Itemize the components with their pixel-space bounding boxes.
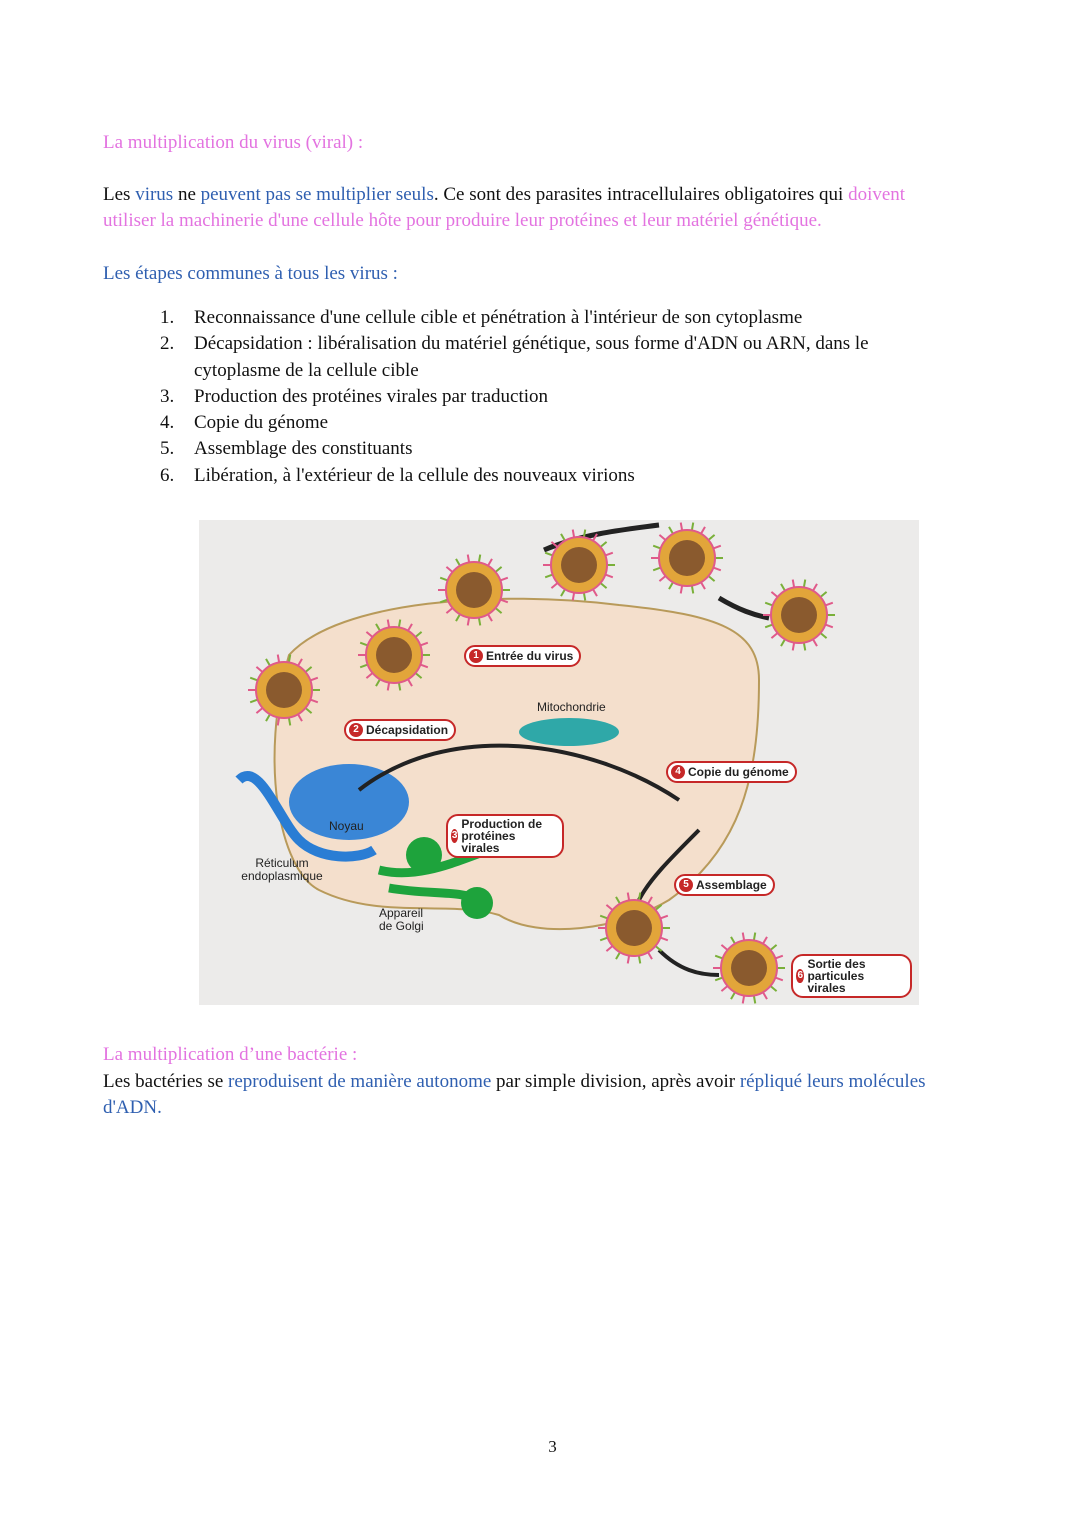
step-badge-production <box>446 814 564 858</box>
step-number: 5 <box>679 878 693 892</box>
step-number: 6 <box>797 970 804 981</box>
step-number: 3 <box>451 830 458 841</box>
step-number: 4. <box>160 412 175 434</box>
text: par simple division, après avoir <box>491 1071 740 1092</box>
step-number: 1. <box>160 307 175 328</box>
virion <box>763 580 835 651</box>
step-text: Assemblage des constituants <box>194 438 413 460</box>
golgi-vesicle <box>461 887 493 919</box>
paragraph-line <box>103 1069 926 1095</box>
text: ne <box>173 184 201 205</box>
step-label: Copie du génome <box>688 765 789 779</box>
highlight-text: doivent <box>848 184 906 205</box>
step-text: Libération, à l'extérieur de la cellule des nouveaux virions <box>194 464 635 486</box>
subheading-steps: Les étapes communes à tous les virus : <box>103 263 398 284</box>
step-number: 4 <box>671 765 685 779</box>
label-golgi: Appareil de Golgi <box>379 906 424 933</box>
step-number: 6. <box>160 464 175 486</box>
step-number: 1 <box>469 649 483 663</box>
step-label: Sortie des particules virales <box>807 957 866 995</box>
step-text: Copie du génome <box>194 412 329 434</box>
step-number: 3. <box>160 385 175 407</box>
text: . Ce sont des parasites intracellulaires obligatoires qui <box>433 184 849 205</box>
golgi-vesicle <box>406 837 442 873</box>
step-badge-entree <box>464 645 581 667</box>
step-text: Décapsidation : libéralisation du matériel génétique, sous forme d'ADN ou ARN, dans le cytoplasme de la cellule cible <box>194 333 869 381</box>
label-reticulum: Réticulum endoplasmique <box>241 856 323 883</box>
label-noyau: Noyau <box>329 819 364 833</box>
step-badge-sortie <box>791 954 912 998</box>
step-badge-assemblage <box>674 874 775 896</box>
virus-cycle-figure <box>199 520 919 1005</box>
step-number: 5. <box>160 438 175 460</box>
virion <box>543 530 615 601</box>
paragraph-line <box>103 182 905 208</box>
highlight-text: virus <box>135 184 174 205</box>
paragraph-line: d'ADN. <box>103 1097 162 1118</box>
highlight-text: peuvent pas se multiplier seuls <box>200 184 434 205</box>
virion <box>713 933 785 1004</box>
virion <box>651 523 723 594</box>
cell-diagram <box>199 520 919 1005</box>
step-item <box>160 331 920 384</box>
step-item <box>160 410 920 436</box>
section-heading-virus: La multiplication du virus (viral) : <box>103 132 364 153</box>
page-number: 3 <box>548 1437 557 1456</box>
step-badge-decapsidation <box>344 719 456 741</box>
step-item <box>160 463 920 489</box>
paragraph-line: utiliser la machinerie d'une cellule hôte pour produire leur protéines et leur matériel génétique. <box>103 210 822 231</box>
step-badge-copie <box>666 761 797 783</box>
step-number: 2 <box>349 723 363 737</box>
step-item <box>160 436 920 462</box>
highlight-text: reproduisent de manière autonome <box>228 1071 492 1092</box>
section-heading-bacterie: La multiplication d’une bactérie : <box>103 1044 358 1065</box>
text: Les <box>103 184 136 205</box>
mitochondria <box>519 718 619 746</box>
arrow <box>719 598 769 618</box>
highlight-text: répliqué leurs molécules <box>739 1071 926 1092</box>
step-item <box>160 384 920 410</box>
step-label: Décapsidation <box>366 723 449 737</box>
step-text: Reconnaissance d'une cellule cible et pénétration à l'intérieur de son cytoplasme <box>194 307 803 328</box>
steps-list <box>160 305 920 489</box>
label-mitochondrie: Mitochondrie <box>537 700 606 714</box>
step-label: Entrée du virus <box>486 649 574 663</box>
step-text: Production des protéines virales par traduction <box>194 385 549 407</box>
text: Les bactéries se <box>103 1071 229 1092</box>
step-label: Assemblage <box>696 878 767 892</box>
step-item <box>160 305 920 331</box>
step-label: Production de protéines virales <box>461 817 543 855</box>
step-number: 2. <box>160 333 175 355</box>
arrow <box>659 950 719 975</box>
